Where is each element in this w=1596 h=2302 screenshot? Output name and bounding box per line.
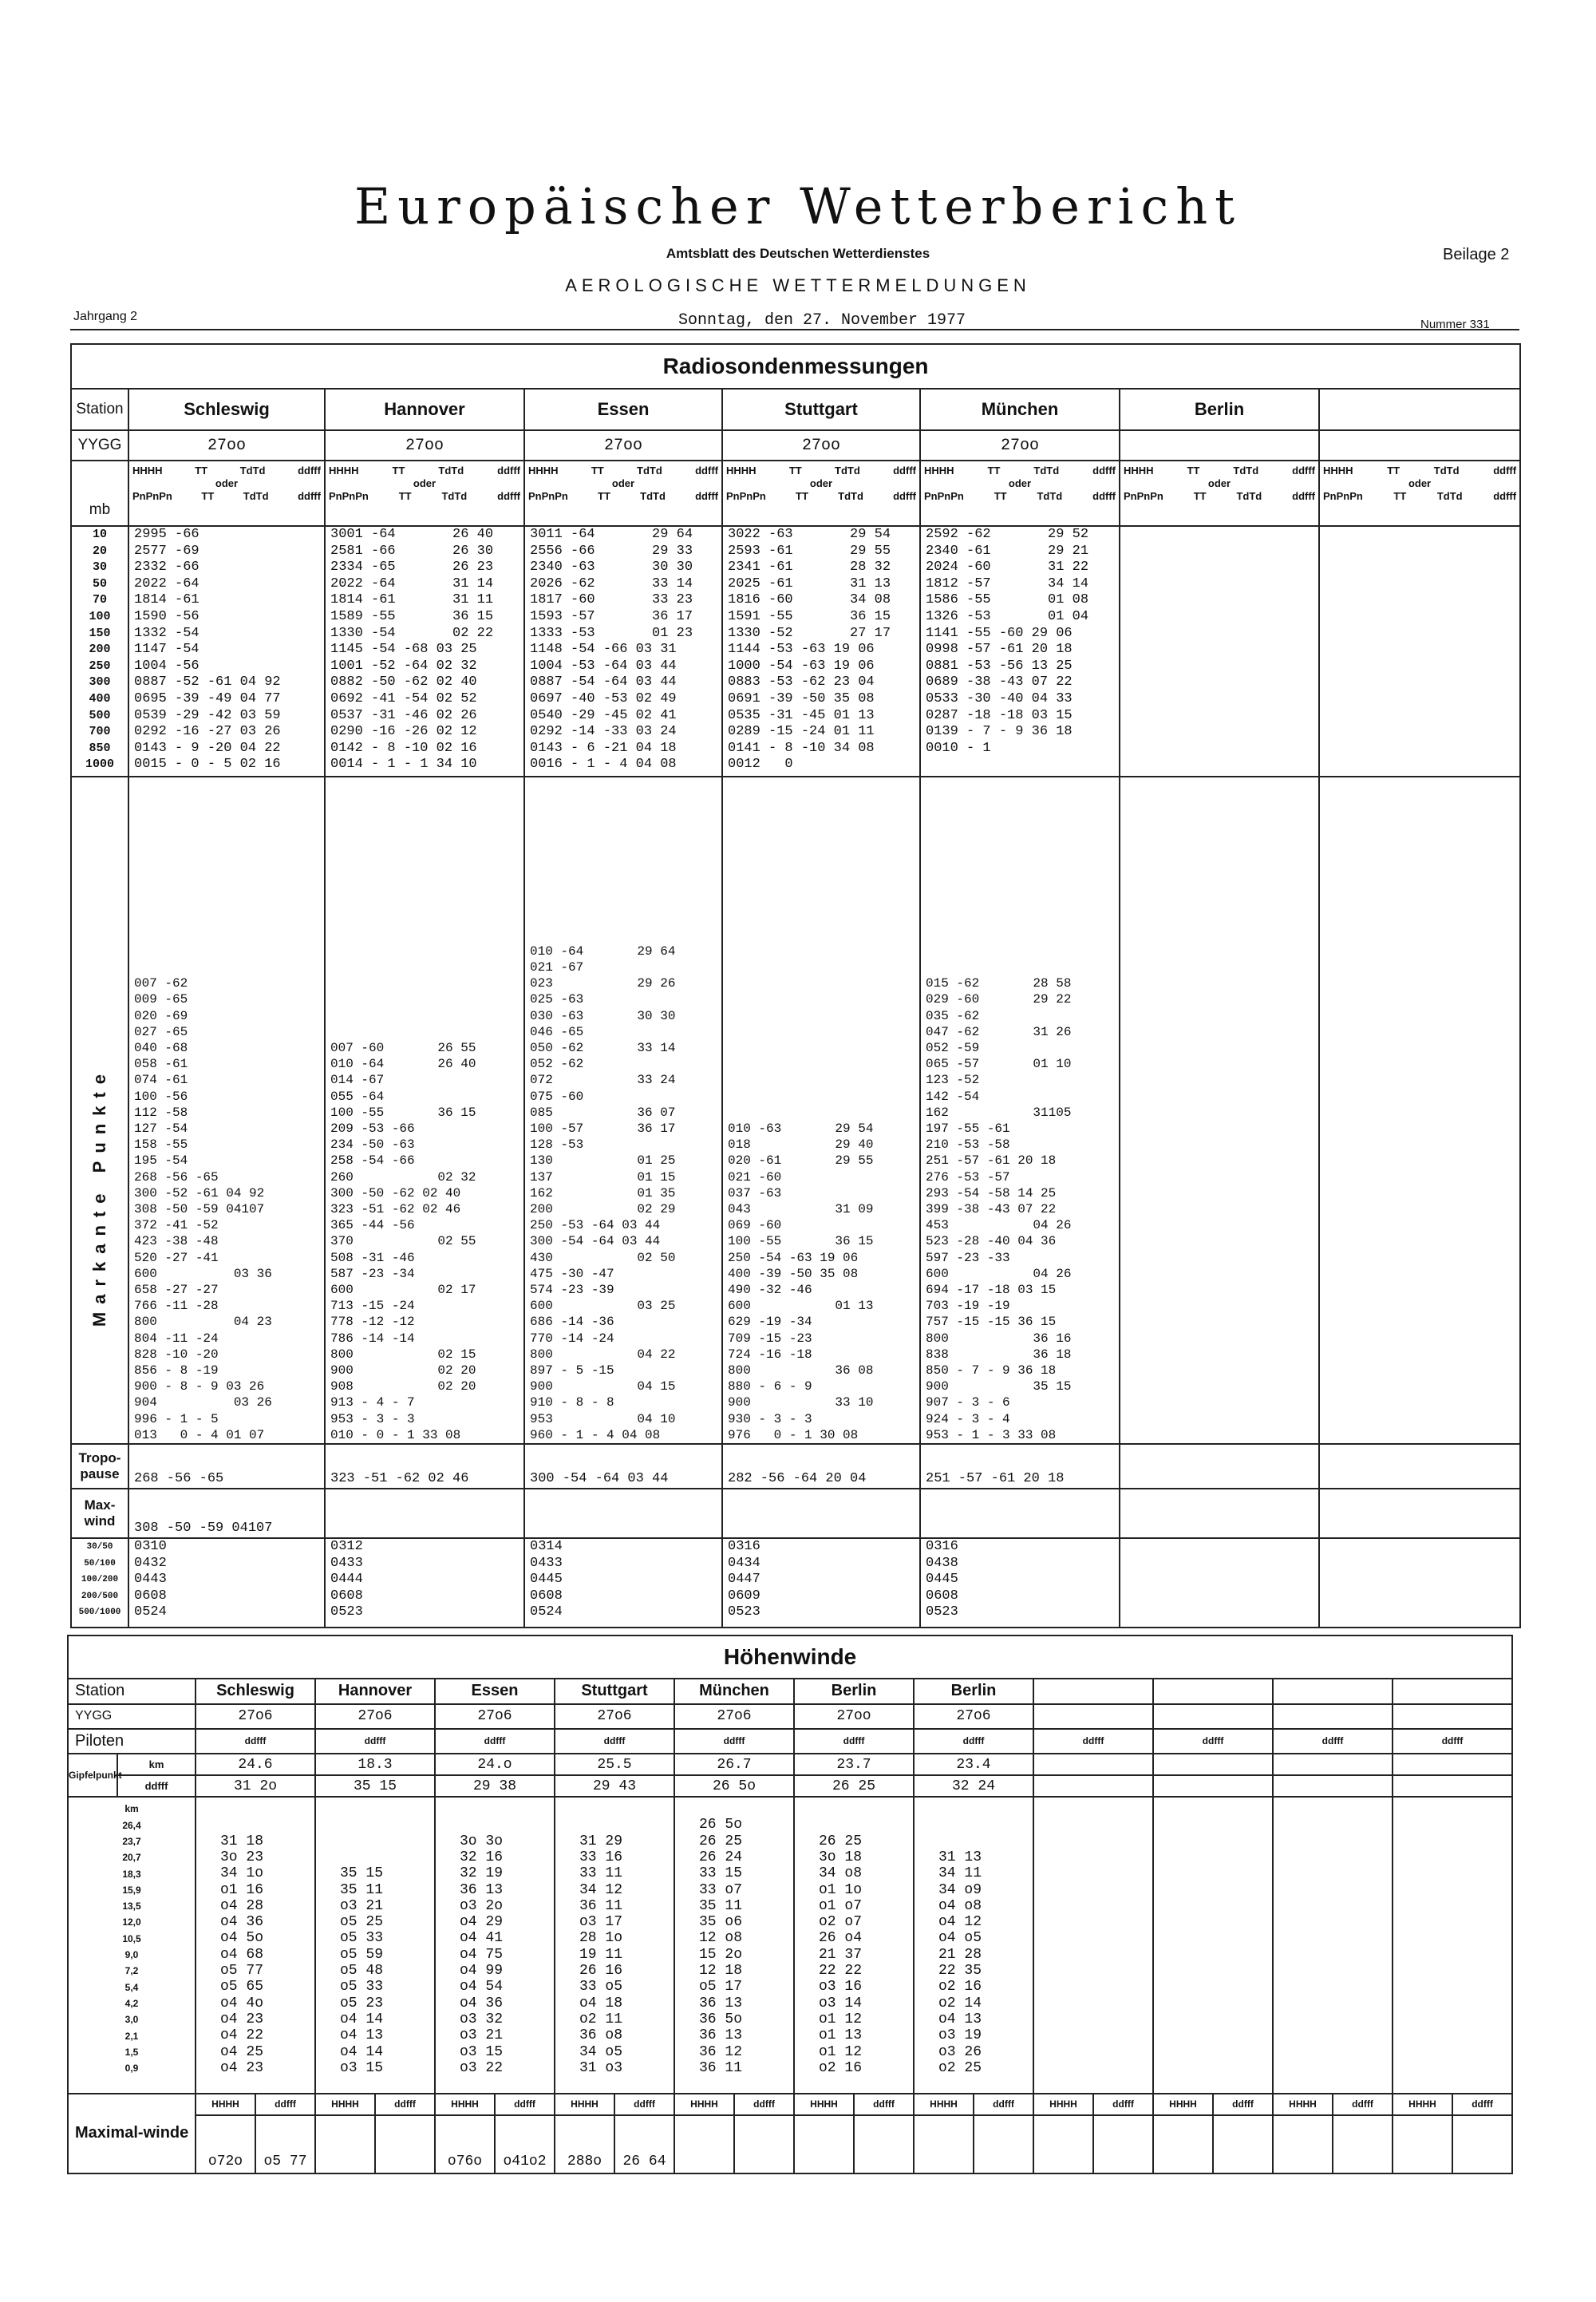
hdr-tdtd: TdTd (835, 465, 860, 477)
max-height (1393, 2115, 1452, 2173)
thickness-values: 0312 0433 0444 0608 0523 (325, 1538, 524, 1628)
hhhh-header: HHHH (1033, 2094, 1093, 2115)
jahrgang-label: Jahrgang 2 (73, 310, 138, 323)
hdr-ddfff: ddfff (1493, 465, 1517, 477)
hdr-tdtd: TdTd (441, 490, 468, 502)
max-wind (974, 2115, 1033, 2173)
significant-points: 007 -60 26 55 010 -64 26 40 014 -67 055 -64 100 -55 36 15 209 -53 -66 234 -50 -63 258 -54 -66 260 02 32 300 -50 -62 02 40 323 -51 -62 02 46 365 -44 -56 370 02 55 508 -31 -46 587 -23 -34 600 02 17 713 -15 -24 778 -12 -12 786 -14 -14 800 02 15 900 02 20 908 02 20 913 - 4 - 7 953 - 3 - 3 010 - 0 - 1 33 08 (325, 777, 524, 1444)
radiosonde-table (70, 343, 1521, 1628)
hhhh-header: HHHH (315, 2094, 375, 2115)
hdr-tt: TT (994, 490, 1007, 502)
hoehenwinde-table (67, 1635, 1513, 2174)
yygg-value: 27oo (722, 430, 920, 461)
tropopause-label: Tropo-pause (71, 1444, 128, 1489)
level-list: 26,4 23,7 20,7 18,3 15,9 13,5 12,0 10,5 9,0 7,2 5,4 4,2 3,0 2,1 1,5 0,9 (122, 1819, 141, 2075)
yygg-value (1033, 1704, 1153, 1729)
hdr-ddfff: ddfff (1092, 465, 1116, 477)
hdr-oder: oder (611, 477, 635, 489)
max-height: 288o (555, 2115, 614, 2173)
gipfel-km: 18.3 (315, 1754, 435, 1775)
gipfel-km: 23.7 (794, 1754, 914, 1775)
hdr-tdtd: TdTd (1033, 465, 1060, 477)
maxwind-value (920, 1489, 1120, 1538)
hdr-pnpnpn: PnPnPn (726, 490, 766, 502)
hdr-tt: TT (195, 465, 208, 477)
ddfff-header: ddfff (255, 2094, 315, 2115)
hhhh-header: HHHH (196, 2094, 255, 2115)
hdr-tt: TT (1387, 465, 1400, 477)
wind-column: 31 29 33 16 33 11 34 12 36 11 o3 17 28 1o 19 11 26 16 33 o5 o4 18 o2 11 36 o8 34 o5 31 o3 (555, 1797, 674, 2093)
significant-points: 010 -63 29 54 018 29 40 020 -61 29 55 021 -60 037 -63 043 31 09 069 -60 100 -55 36 15 250 -54 -63 19 06 400 -39 -50 35 08 490 -32 -46 600 01 13 629 -19 -34 709 -15 -23 724 -16 -18 800 36 08 880 - 6 - 9 900 33 10 930 - 3 - 3 976 0 - 1 30 08 (722, 777, 920, 1444)
gipfelpunkt-label: Gipfelpunkt (68, 1754, 117, 1797)
yygg-value: 27o6 (196, 1704, 315, 1729)
max-wind (1333, 2115, 1393, 2173)
hdr-ddfff: ddfff (1292, 465, 1315, 477)
ddfff-header: ddfff (435, 1729, 555, 1754)
yygg-value: 27oo (128, 430, 325, 461)
hdr-ddfff: ddfff (893, 490, 916, 502)
hdr-tdtd: TdTd (1436, 490, 1463, 502)
hdr-hhhh: HHHH (329, 465, 359, 477)
hdr-oder: oder (413, 477, 437, 489)
hdr-tdtd: TdTd (637, 465, 662, 477)
km-label: km (117, 1754, 196, 1775)
standard-level-data: 3022 -63 29 54 2593 -61 29 55 2341 -61 28 32 2025 -61 31 13 1816 -60 34 08 1591 -55 36 15 1330 -52 27 17 1144 -53 -63 19 06 1000 -54 -63 19 06 0883 -53 -62 23 04 0691 -39 -50 35 08 0535 -31 -45 01 13 0289 -15 -24 01 11 0141 - 8 -10 34 08 0012 0 (722, 526, 920, 777)
station-name: Hannover (315, 1679, 435, 1703)
max-height (674, 2115, 734, 2173)
station-name: Stuttgart (555, 1679, 674, 1703)
max-wind: 26 64 (614, 2115, 674, 2173)
significant-points (1319, 777, 1520, 1444)
hdr-ddfff: ddfff (1092, 490, 1116, 502)
station-name: Hannover (325, 389, 524, 430)
gipfel-wind: 29 43 (555, 1775, 674, 1797)
hdr-oder: oder (1008, 477, 1032, 489)
pair-labels: 30/50 50/100 100/200 200/500 500/1000 (71, 1538, 128, 1628)
yygg-value: 27oo (325, 430, 524, 461)
yygg-value: 27o6 (555, 1704, 674, 1729)
ddfff-header: ddfff (914, 1729, 1033, 1754)
gipfel-wind (1153, 1775, 1273, 1797)
wind-column: 31 13 34 11 34 o9 o4 o8 o4 12 o4 o5 21 28 22 35 o2 16 o2 14 o4 13 o3 19 o3 26 o2 25 (914, 1797, 1033, 2093)
gipfel-wind: 32 24 (914, 1775, 1033, 1797)
max-wind: o41o2 (495, 2115, 555, 2173)
hdr-tt: TT (796, 490, 808, 502)
hdr-hhhh: HHHH (1323, 465, 1353, 477)
max-height (1273, 2115, 1333, 2173)
ddfff-header: ddfff (495, 2094, 555, 2115)
mb-label: mb (71, 461, 128, 526)
significant-points: 010 -64 29 64 021 -67 023 29 26 025 -63 030 -63 30 30 046 -65 050 -62 33 14 052 -62 072 33 24 075 -60 085 36 07 100 -57 36 17 128 -53 130 01 25 137 01 15 162 01 35 200 02 29 250 -53 -64 03 44 300 -54 -64 03 44 430 02 50 475 -30 -47 574 -23 -39 600 03 25 686 -14 -36 770 -14 -24 800 04 22 897 - 5 -15 900 04 15 910 - 8 - 8 953 04 10 960 - 1 - 4 04 08 (524, 777, 722, 1444)
gipfel-wind: 26 5o (674, 1775, 794, 1797)
station-name (1153, 1679, 1273, 1703)
significant-points (1120, 777, 1319, 1444)
hhhh-header: HHHH (1273, 2094, 1333, 2115)
station-name (1393, 1679, 1512, 1703)
maxwind-value (325, 1489, 524, 1538)
hdr-tdtd: TdTd (438, 465, 464, 477)
hdr-pnpnpn: PnPnPn (528, 490, 568, 502)
gipfel-wind (1033, 1775, 1153, 1797)
hdr-pnpnpn: PnPnPn (1124, 490, 1163, 502)
standard-level-data (1120, 526, 1319, 777)
tropopause-value: 323 -51 -62 02 46 (325, 1444, 524, 1489)
max-wind (375, 2115, 435, 2173)
hdr-ddfff: ddfff (1493, 490, 1517, 502)
max-wind (1093, 2115, 1153, 2173)
yygg-value: 27o6 (435, 1704, 555, 1729)
gipfel-km: 24.o (435, 1754, 555, 1775)
hdr-hhhh: HHHH (528, 465, 559, 477)
hdr-tt: TT (987, 465, 1001, 477)
ddfff-header: ddfff (1213, 2094, 1273, 2115)
hdr-oder: oder (1207, 477, 1231, 489)
issue-date: Sonntag, den 27. November 1977 (678, 311, 966, 330)
column-header (325, 461, 524, 526)
station-name: Essen (524, 389, 722, 430)
maxwind-label: Max-wind (71, 1489, 128, 1538)
yygg-value (1273, 1704, 1393, 1729)
thickness-values: 0314 0433 0445 0608 0524 (524, 1538, 722, 1628)
issue-number: Nummer 331 (1420, 318, 1490, 331)
wind-column (1033, 1797, 1153, 2093)
hhhh-header: HHHH (914, 2094, 974, 2115)
column-header (524, 461, 722, 526)
thickness-values: 0316 0434 0447 0609 0523 (722, 1538, 920, 1628)
beilage-label: Beilage 2 (1443, 246, 1510, 263)
station-name (1273, 1679, 1393, 1703)
hdr-oder: oder (1408, 477, 1432, 489)
section-heading: AEROLOGISCHE WETTERMELDUNGEN (565, 275, 1031, 295)
hdr-tt: TT (788, 465, 802, 477)
wind-column: 26 5o 26 25 26 24 33 15 33 o7 35 11 35 o6 12 o8 15 2o 12 18 o5 17 36 13 36 5o 36 13 36 12 36 11 (674, 1797, 794, 2093)
yygg-value (1153, 1704, 1273, 1729)
station-name: München (920, 389, 1120, 430)
hdr-tdtd: TdTd (1236, 490, 1262, 502)
tropopause-value: 282 -56 -64 20 04 (722, 1444, 920, 1489)
ddfff-header: ddfff (1153, 1729, 1273, 1754)
station-label: Station (68, 1679, 196, 1703)
wind-column (1153, 1797, 1273, 2093)
gipfel-km (1273, 1754, 1393, 1775)
hdr-hhhh: HHHH (132, 465, 163, 477)
ddfff-header: ddfff (1093, 2094, 1153, 2115)
maxwind-value: 308 -50 -59 04107 (128, 1489, 325, 1538)
hdr-tt: TT (1193, 490, 1207, 502)
station-name: München (674, 1679, 794, 1703)
maxwind-value (524, 1489, 722, 1538)
km-label: km (124, 1803, 139, 1815)
hdr-ddfff: ddfff (298, 490, 321, 502)
standard-level-data: 3001 -64 26 40 2581 -66 26 30 2334 -65 26 23 2022 -64 31 14 1814 -61 31 11 1589 -55 36 15 1330 -54 02 22 1145 -54 -68 03 25 1001 -52 -64 02 32 0882 -50 -62 02 40 0692 -41 -54 02 52 0537 -31 -46 02 26 0290 -16 -26 02 12 0142 - 8 -10 02 16 0014 - 1 - 1 34 10 (325, 526, 524, 777)
hdr-ddfff: ddfff (298, 465, 321, 477)
max-height: o72o (196, 2115, 255, 2173)
ddfff-header: ddfff (1452, 2094, 1512, 2115)
ddfff-header: ddfff (375, 2094, 435, 2115)
gipfel-km: 25.5 (555, 1754, 674, 1775)
hdr-hhhh: HHHH (924, 465, 954, 477)
yygg-label: YYGG (68, 1704, 196, 1729)
wind-column (1393, 1797, 1512, 2093)
station-name: Schleswig (128, 389, 325, 430)
station-name: Berlin (794, 1679, 914, 1703)
gipfel-wind: 31 2o (196, 1775, 315, 1797)
standard-level-data (1319, 526, 1520, 777)
gipfel-km: 26.7 (674, 1754, 794, 1775)
ddfff-header: ddfff (794, 1729, 914, 1754)
hdr-pnpnpn: PnPnPn (1323, 490, 1363, 502)
gipfel-wind (1273, 1775, 1393, 1797)
hhhh-header: HHHH (1153, 2094, 1213, 2115)
standard-level-data: 2592 -62 29 52 2340 -61 29 21 2024 -60 31 22 1812 -57 34 14 1586 -55 01 08 1326 -53 01 04 1141 -55 -60 29 06 0998 -57 -61 20 18 0881 -53 -56 13 25 0689 -38 -43 07 22 0533 -30 -40 04 33 0287 -18 -18 03 15 0139 - 7 - 9 36 18 0010 - 1 (920, 526, 1120, 777)
report-title: Europäischer Wetterbericht (354, 177, 1242, 235)
hdr-tdtd: TdTd (239, 465, 266, 477)
hdr-tdtd: TdTd (1233, 465, 1259, 477)
report-subtitle: Amtsblatt des Deutschen Wetterdienstes (666, 246, 930, 261)
wind-column: 35 15 35 11 o3 21 o5 25 o5 33 o5 59 o5 48 o5 33 o5 23 o4 14 o4 13 o4 14 o3 15 (315, 1797, 435, 2093)
thickness-values: 0310 0432 0443 0608 0524 (128, 1538, 325, 1628)
ddfff-header: ddfff (614, 2094, 674, 2115)
significant-points: 015 -62 28 58 029 -60 29 22 035 -62 047 -62 31 26 052 -59 065 -57 01 10 123 -52 142 -54 162 31105 197 -55 -61 210 -53 -58 251 -57 -61 20 18 276 -53 -57 293 -54 -58 14 25 399 -38 -43 07 22 453 04 26 523 -28 -40 04 36 597 -23 -33 600 04 26 694 -17 -18 03 15 703 -19 -19 757 -15 -15 36 15 800 36 16 838 36 18 850 - 7 - 9 36 18 900 35 15 907 - 3 - 6 924 - 3 - 4 953 - 1 - 3 33 08 (920, 777, 1120, 1444)
station-name: Essen (435, 1679, 555, 1703)
ddfff-header: ddfff (854, 2094, 914, 2115)
standard-level-data: 2995 -66 2577 -69 2332 -66 2022 -64 1814 -61 1590 -56 1332 -54 1147 -54 1004 -56 0887 -52 -61 04 92 0695 -39 -49 04 77 0539 -29 -42 03 59 0292 -16 -27 03 26 0143 - 9 -20 04 22 0015 - 0 - 5 02 16 (128, 526, 325, 777)
hdr-tdtd: TdTd (1433, 465, 1460, 477)
ddfff-header: ddfff (1033, 1729, 1153, 1754)
hdr-pnpnpn: PnPnPn (329, 490, 369, 502)
hhhh-header: HHHH (555, 2094, 614, 2115)
yygg-value: 27oo (524, 430, 722, 461)
markante-punkte-label: Markante Punkte (71, 777, 128, 1444)
ddfff-header: ddfff (974, 2094, 1033, 2115)
ddfff-header: ddfff (196, 1729, 315, 1754)
piloten-label: Piloten (68, 1729, 196, 1754)
maxwind-value (1319, 1489, 1520, 1538)
hdr-ddfff: ddfff (893, 465, 916, 477)
ddfff-header: ddfff (555, 1729, 674, 1754)
gipfel-wind: 29 38 (435, 1775, 555, 1797)
hdr-tdtd: TdTd (243, 490, 269, 502)
tropopause-value: 251 -57 -61 20 18 (920, 1444, 1120, 1489)
max-height (914, 2115, 974, 2173)
ddfff-header: ddfff (315, 1729, 435, 1754)
radiosonde-title: Radiosondenmessungen (71, 344, 1520, 389)
yygg-value (1319, 430, 1520, 461)
hhhh-header: HHHH (435, 2094, 495, 2115)
station-name: Schleswig (196, 1679, 315, 1703)
tropopause-value: 300 -54 -64 03 44 (524, 1444, 722, 1489)
gipfel-km: 23.4 (914, 1754, 1033, 1775)
station-name (1033, 1679, 1153, 1703)
wind-column (1273, 1797, 1393, 2093)
max-wind: o5 77 (255, 2115, 315, 2173)
yygg-value (1120, 430, 1319, 461)
yygg-label: YYGG (71, 430, 128, 461)
hdr-tdtd: TdTd (640, 490, 666, 502)
standard-level-data: 3011 -64 29 64 2556 -66 29 33 2340 -63 30 30 2026 -62 33 14 1817 -60 33 23 1593 -57 36 17 1333 -53 01 23 1148 -54 -66 03 31 1004 -53 -64 03 44 0887 -54 -64 03 44 0697 -40 -53 02 49 0540 -29 -45 02 41 0292 -14 -33 03 24 0143 - 6 -21 04 18 0016 - 1 - 4 04 08 (524, 526, 722, 777)
tropopause-value: 268 -56 -65 (128, 1444, 325, 1489)
mb-levels: 10 20 30 50 70 100 150 200 250 300 400 500 700 850 1000 (71, 526, 128, 777)
hdr-oder: oder (809, 477, 833, 489)
hdr-tt: TT (201, 490, 215, 502)
maxwind-value (1120, 1489, 1319, 1538)
column-header (1120, 461, 1319, 526)
yygg-value (1393, 1704, 1512, 1729)
gipfel-wind: 35 15 (315, 1775, 435, 1797)
hhhh-header: HHHH (1393, 2094, 1452, 2115)
ddfff-header: ddfff (734, 2094, 794, 2115)
hdr-ddfff: ddfff (1292, 490, 1315, 502)
hdr-tt: TT (1393, 490, 1407, 502)
ddfff-label: ddfff (117, 1775, 196, 1797)
gipfel-km: 24.6 (196, 1754, 315, 1775)
thickness-values (1120, 1538, 1319, 1628)
yygg-value: 27o6 (315, 1704, 435, 1729)
hdr-oder: oder (215, 477, 239, 489)
hdr-pnpnpn: PnPnPn (132, 490, 172, 502)
hdr-hhhh: HHHH (726, 465, 757, 477)
station-name: Stuttgart (722, 389, 920, 430)
max-wind (1213, 2115, 1273, 2173)
yygg-value: 27o6 (674, 1704, 794, 1729)
thickness-values: 0316 0438 0445 0608 0523 (920, 1538, 1120, 1628)
maximal-winde-label: Maximal-winde (68, 2094, 196, 2173)
max-height (315, 2115, 375, 2173)
station-label: Station (71, 389, 128, 430)
ddfff-header: ddfff (674, 1729, 794, 1754)
hhhh-header: HHHH (794, 2094, 854, 2115)
ddfff-header: ddfff (1333, 2094, 1393, 2115)
max-height (794, 2115, 854, 2173)
hdr-tt: TT (591, 465, 604, 477)
maxwind-value (722, 1489, 920, 1538)
column-header (722, 461, 920, 526)
hdr-tt: TT (398, 490, 412, 502)
column-header (920, 461, 1120, 526)
hdr-ddfff: ddfff (695, 465, 718, 477)
gipfel-km (1153, 1754, 1273, 1775)
hdr-tt: TT (392, 465, 405, 477)
max-wind (1452, 2115, 1512, 2173)
hdr-ddfff: ddfff (497, 490, 520, 502)
hhhh-header: HHHH (674, 2094, 734, 2115)
tropopause-value (1319, 1444, 1520, 1489)
significant-points: 007 -62 009 -65 020 -69 027 -65 040 -68 058 -61 074 -61 100 -56 112 -58 127 -54 158 -55 195 -54 268 -56 -65 300 -52 -61 04 92 308 -50 -59 04107 372 -41 -52 423 -38 -48 520 -27 -41 600 03 36 658 -27 -27 766 -11 -28 800 04 23 804 -11 -24 828 -10 -20 856 - 8 -19 900 - 8 - 9 03 26 904 03 26 996 - 1 - 5 013 0 - 4 01 07 (128, 777, 325, 1444)
wind-column: 3o 3o 32 16 32 19 36 13 o3 2o o4 29 o4 41 o4 75 o4 99 o4 54 o4 36 o3 32 o3 21 o3 15 o3 22 (435, 1797, 555, 2093)
column-header (1319, 461, 1520, 526)
hdr-tt: TT (598, 490, 610, 502)
max-height (1033, 2115, 1093, 2173)
hdr-tt: TT (1187, 465, 1200, 477)
station-name (1319, 389, 1520, 430)
hdr-ddfff: ddfff (497, 465, 520, 477)
hdr-ddfff: ddfff (695, 490, 718, 502)
wind-column: 26 25 3o 18 34 o8 o1 1o o1 o7 o2 o7 26 o4 21 37 22 22 o3 16 o3 14 o1 12 o1 13 o1 12 o2 16 (794, 1797, 914, 2093)
ddfff-header: ddfff (1393, 1729, 1512, 1754)
hdr-tdtd: TdTd (838, 490, 863, 502)
hoehenwinde-title: Höhenwinde (68, 1636, 1512, 1679)
max-wind (854, 2115, 914, 2173)
max-wind (734, 2115, 794, 2173)
gipfel-km (1393, 1754, 1512, 1775)
thickness-values (1319, 1538, 1520, 1628)
gipfel-wind: 26 25 (794, 1775, 914, 1797)
gipfel-wind (1393, 1775, 1512, 1797)
gipfel-km (1033, 1754, 1153, 1775)
ddfff-header: ddfff (1273, 1729, 1393, 1754)
hdr-pnpnpn: PnPnPn (924, 490, 964, 502)
yygg-value: 27o6 (914, 1704, 1033, 1729)
tropopause-value (1120, 1444, 1319, 1489)
height-levels (68, 1797, 196, 2093)
wind-column: 31 18 3o 23 34 1o o1 16 o4 28 o4 36 o4 5o o4 68 o5 77 o5 65 o4 4o o4 23 o4 22 o4 25 o4 23 (196, 1797, 315, 2093)
max-height (1153, 2115, 1213, 2173)
yygg-value: 27oo (794, 1704, 914, 1729)
station-name: Berlin (1120, 389, 1319, 430)
hdr-hhhh: HHHH (1124, 465, 1154, 477)
column-header (128, 461, 325, 526)
yygg-value: 27oo (920, 430, 1120, 461)
hdr-tdtd: TdTd (1037, 490, 1063, 502)
max-height: o76o (435, 2115, 495, 2173)
station-name: Berlin (914, 1679, 1033, 1703)
